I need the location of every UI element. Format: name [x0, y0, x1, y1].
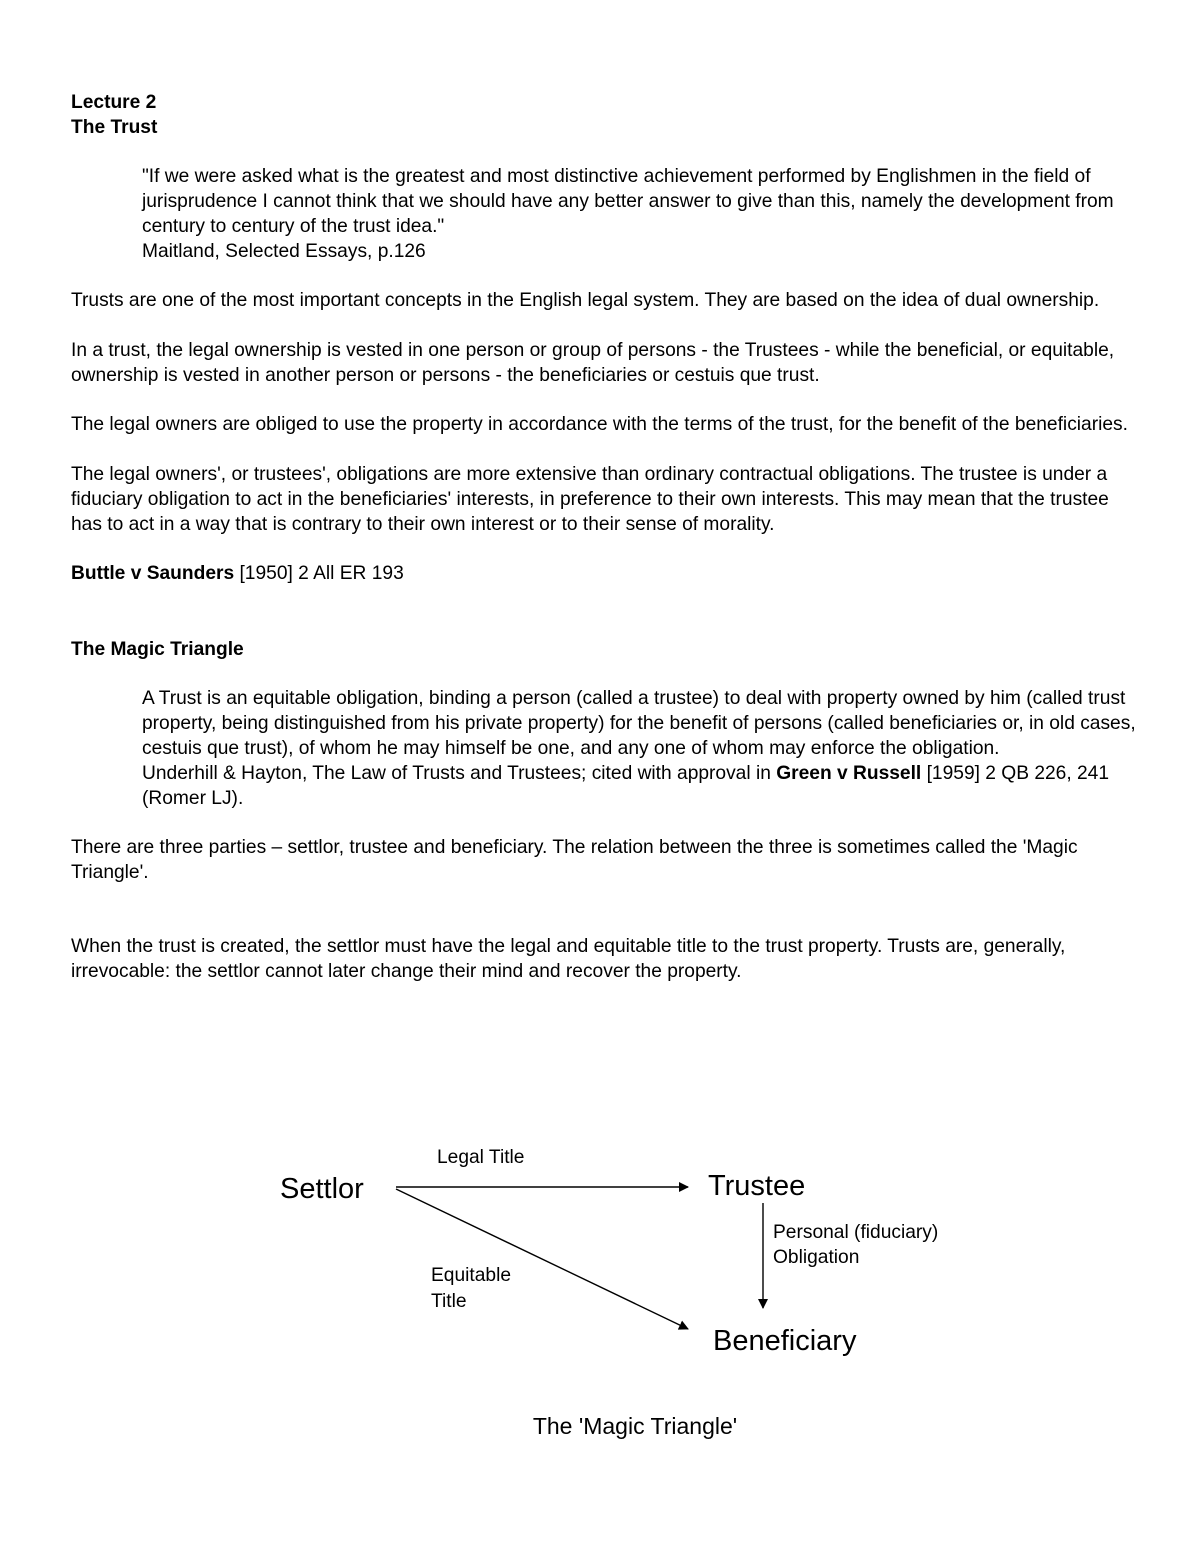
document-body [71, 91, 1141, 1010]
case-ref-buttle: [1950] 2 All ER 193 [234, 563, 404, 585]
section-heading-magic-triangle: The Magic Triangle [71, 638, 244, 660]
case-citation-buttle [71, 562, 1141, 587]
spacer [71, 612, 1141, 638]
case-name-buttle: Buttle v Saunders [71, 563, 235, 585]
diagram-caption: The 'Magic Triangle' [532, 1413, 738, 1439]
lecture-number: Lecture 2 [71, 92, 157, 113]
underhill-source-suffix: [1959] 2 QB 226, 241 (Romer LJ). [142, 762, 1110, 809]
label-legal-title: Legal Title [437, 1147, 525, 1168]
spacer [71, 911, 1141, 936]
paragraph-legal-owners-obliged: The legal owners are obliged to use the property in accordance with the terms of the trust, for the benefit of the beneficiaries. [71, 414, 1128, 436]
label-personal-fiduciary: Personal (fiduciary) [773, 1222, 939, 1243]
underhill-source-prefix: Underhill & Hayton, The Law of Trusts and Trustees; cited with approval in [142, 762, 777, 784]
label-equitable: Equitable [431, 1265, 512, 1286]
node-beneficiary: Beneficiary [713, 1325, 857, 1357]
paragraph-trust-created: When the trust is created, the settlor must have the legal and equitable title to the trust property. Trusts are, generally, irrevocable: the settlor cannot later change their mind and recover the property. [71, 936, 1066, 983]
label-title: Title [431, 1291, 467, 1312]
diagram-arrows [0, 1120, 1200, 1460]
case-name-green: Green v Russell [776, 762, 922, 784]
underhill-quote-source [142, 762, 1141, 812]
label-obligation: Obligation [773, 1247, 860, 1268]
paragraph-three-parties: There are three parties – settlor, trustee and beneficiary. The relation between the three is sometimes called the 'Magic Triangle'. [71, 837, 1078, 883]
maitland-quote-source: Maitland, Selected Essays, p.126 [142, 240, 426, 262]
magic-triangle-diagram [0, 1120, 1200, 1460]
paragraph-fiduciary-obligation: The legal owners', or trustees', obligations are more extensive than ordinary contractual obligations. The trustee is under a fiduciary obligation to act in the beneficiaries' interests, in preference to their own interests. This may mean that the trustee has to act in a way that is contrary to their own interest or to their sense of morality. [71, 463, 1109, 535]
paragraph-dual-ownership: Trusts are one of the most important concepts in the English legal system. They are based on the idea of dual ownership. [71, 290, 1100, 312]
paragraph-legal-ownership: In a trust, the legal ownership is vested in one person or group of persons - the Trustees - while the beneficial, or equitable, ownership is vested in another person or persons - the beneficiaries or cestuis que trust. [71, 339, 1115, 386]
node-trustee: Trustee [708, 1170, 806, 1202]
underhill-quote [71, 687, 1141, 811]
maitland-quote [71, 165, 1141, 264]
underhill-quote-text: A Trust is an equitable obligation, binding a person (called a trustee) to deal with property owned by him (called trust property, being distinguished from his private property) for the benefit of persons (called beneficiaries or, in old cases, cestuis que trust), of whom he may himself be one, and any one of whom may enforce the obligation. [142, 688, 1136, 759]
maitland-quote-text: "If we were asked what is the greatest and most distinctive achievement performed by Englishmen in the field of jurisprudence I cannot think that we should have any better answer to give than this, namely the development from century to century of the trust idea." [142, 166, 1114, 237]
node-settlor: Settlor [280, 1173, 364, 1205]
lecture-title: The Trust [71, 116, 158, 138]
